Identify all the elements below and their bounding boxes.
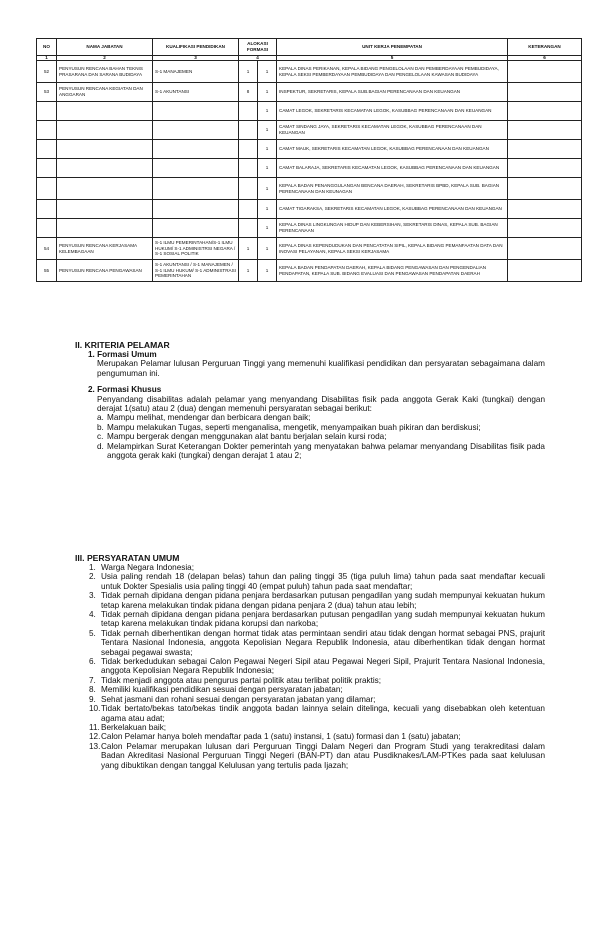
list-item <box>89 657 545 676</box>
formasi-umum-text: Merupakan Pelamar lulusan Perguruan Tinggi yang memenuhi kualifikasi pendidikan dan persyaratan sebagaimana dalam pengumuman ini. <box>97 359 545 378</box>
table-row <box>37 200 582 219</box>
cell-alokasi <box>239 219 258 238</box>
list-item-text: Warga Negara Indonesia; <box>101 563 194 572</box>
cell-nama-jabatan <box>57 219 153 238</box>
cell-alokasi-unit: 1 <box>258 219 277 238</box>
cell-unit-kerja: KEPALA DINAS LINGKUNGAN HIDUP DAN KEBERSIHAN, SEKRETARIS DINAS, KEPALA SUB. BAGIAN PERENCANAAN <box>277 219 508 238</box>
subsection-title: 1. Formasi Umum <box>88 350 157 359</box>
cell-unit-kerja: CAMAT LEGOK, SEKRETARIS KECAMATAN LEGOK, KASUBBAG PERENCANAAN DAN KEUANGAN <box>277 102 508 121</box>
list-marker: 7. <box>89 675 96 685</box>
list-item-text: Tidak bertato/bekas tato/bekas tindik anggota badan lainnya selain ditelinga, kecuali yang disebabkan oleh ketentuan agama atau adat; <box>101 704 545 723</box>
table-row <box>37 238 582 260</box>
cell-alokasi-unit: 1 <box>258 121 277 140</box>
formasi-table <box>36 38 582 282</box>
list-item-text: Mampu melihat, mendengar dan berbicara dengan baik; <box>107 413 311 423</box>
list-item-text: Tidak menjadi anggota atau pengurus partai politik atau terlibat politik praktis; <box>101 675 382 685</box>
header-keterangan: KETERANGAN <box>508 39 582 56</box>
cell-keterangan <box>508 200 582 219</box>
cell-nama-jabatan: PENYUSUN RENCANA KEGIATAN DAN ANGGARAN <box>57 83 153 102</box>
list-item-text: Tidak pernah dipidana dengan pidana penjara berdasarkan putusan pengadilan yang sudah mempunyai kekuatan hukum tetap karena melakukan tindak pidana korupsi dan narkoba; <box>101 610 545 629</box>
cell-alokasi <box>239 140 258 159</box>
list-item <box>89 563 545 572</box>
list-item <box>97 423 545 432</box>
formasi-khusus-list <box>97 413 545 460</box>
list-marker: b. <box>97 422 104 432</box>
list-item <box>89 695 545 704</box>
cell-keterangan <box>508 121 582 140</box>
cell-alokasi: 1 <box>239 61 258 83</box>
list-item <box>89 685 545 694</box>
cell-alokasi <box>239 121 258 140</box>
cell-keterangan <box>508 83 582 102</box>
header-no: NO <box>37 39 57 56</box>
list-marker: 6. <box>89 657 96 667</box>
cell-unit-kerja: KEPALA DINAS PERIKANAN, KEPALA BIDANG PENGELOLAAN DAN PEMBERDAYAAN PEMBUDIDAYA, KEPALA SEKSI PEMBERDAYAAN PEMBUDIDAYA DAN PENGELOLAAN KAWASAN BUDIDAYA <box>277 61 508 83</box>
cell-unit-kerja: CAMAT BALARAJA, SEKRETARIS KECAMATAN LEGOK, KASUBBAG PERENCANAAN DAN KEUANGAN <box>277 159 508 178</box>
list-marker: 3. <box>89 591 96 601</box>
cell-keterangan <box>508 260 582 282</box>
table-row <box>37 121 582 140</box>
list-item-text: Berkelakuan baik; <box>101 722 167 732</box>
cell-alokasi-unit: 1 <box>258 159 277 178</box>
list-item-text: Mampu bergerak dengan menggunakan alat bantu berjalan selain kursi roda; <box>107 432 387 442</box>
column-number: 6 <box>508 56 582 61</box>
table-row <box>37 102 582 121</box>
list-item <box>89 732 545 741</box>
table-header-row <box>37 39 582 56</box>
list-marker: a. <box>97 413 104 423</box>
cell-no <box>37 140 57 159</box>
cell-no <box>37 178 57 200</box>
table-row <box>37 159 582 178</box>
cell-kualifikasi <box>153 219 239 238</box>
cell-kualifikasi <box>153 121 239 140</box>
cell-kualifikasi: S-1 AKUNTANSI / S-1 MANAJEMEN / S-1 ILMU HUKUM/ S-1 ADMINISTRASI PEMERINTAHAN <box>153 260 239 282</box>
cell-keterangan <box>508 140 582 159</box>
list-marker: 5. <box>89 628 96 638</box>
cell-unit-kerja: CAMAT MAUK, SEKRETARIS KECAMATAN LEGOK, KASUBBAG PERENCANAAN DAN KEUANGAN <box>277 140 508 159</box>
cell-keterangan <box>508 61 582 83</box>
list-marker: 13. <box>89 741 101 751</box>
cell-unit-kerja: KEPALA BADAN PENANGGULANGAN BENCANA DAERAH, SEKRETARIS BPBD, KEPALA SUB. BAGIAN PERENCANAAN DAN KEUNAGAN <box>277 178 508 200</box>
cell-nama-jabatan <box>57 178 153 200</box>
list-item-text: Melampirkan Surat Keterangan Dokter pemerintah yang menyatakan bahwa pelamar menyandang Disabilitas fisik pada anggota gerak kaki (tungkai) dengan derajat 1 atau 2; <box>107 441 545 461</box>
list-item <box>97 432 545 441</box>
table-row <box>37 178 582 200</box>
list-item <box>89 610 545 629</box>
section-title: II. KRITERIA PELAMAR <box>75 340 170 350</box>
header-unit-kerja: UNIT KERJA PENEMPATAN <box>277 39 508 56</box>
column-number: 2 <box>57 56 153 61</box>
cell-no <box>37 102 57 121</box>
cell-alokasi-unit: 1 <box>258 238 277 260</box>
formasi-khusus-text: Penyandang disabilitas adalah pelamar yang menyandang Disabilitas fisik pada anggota Gerak Kaki (tungkai) dengan derajat 1(satu) atau 2 (dua) dengan memenuhi persyaratan sebagai berikut: <box>97 394 545 414</box>
list-marker: 9. <box>89 694 96 704</box>
list-item-text: Tidak pernah diberhentikan dengan hormat tidak atas permintaan sendiri atau tidak dengan hormat sebagai PNS, prajurit Tentara Nasional Indonesia, anggota Kepolisian Negara Republik Indonesia, atau diberhentikan tidak dengan hormat sebagai pegawai swasta; <box>101 628 545 657</box>
cell-no: 53 <box>37 83 57 102</box>
cell-unit-kerja: KEPALA DINAS KEPENDUDUKAN DAN PENCATATAN SIPIL, KEPALA BIDANG PEMANFAATAN DATA DAN INOVASI PELAYANAN, KEPALA SEKSI KERJASAMA <box>277 238 508 260</box>
list-item-text: Calon Pelamar hanya boleh mendaftar pada 1 (satu) instansi, 1 (satu) formasi dan 1 (satu) jabatan; <box>101 732 461 742</box>
cell-nama-jabatan <box>57 159 153 178</box>
list-item <box>89 742 545 770</box>
cell-kualifikasi <box>153 178 239 200</box>
list-marker: 4. <box>89 610 96 620</box>
cell-alokasi-unit: 1 <box>258 102 277 121</box>
list-item <box>89 704 545 723</box>
cell-kualifikasi: S-1 AKUNTANSI <box>153 83 239 102</box>
list-marker: 8. <box>89 685 96 695</box>
cell-unit-kerja: KEPALA BADAN PENDAPATAN DAERAH, KEPALA BIDANG PENGAWASAN DAN PENGENDALIAN PENDAPATAN, KEPALA SUB. BIDANG EVALUASI DAN PENGAWASAN PENDAPATAN DAERAH <box>277 260 508 282</box>
cell-keterangan <box>508 102 582 121</box>
cell-no <box>37 219 57 238</box>
section-persyaratan-umum <box>75 553 545 770</box>
cell-keterangan <box>508 219 582 238</box>
cell-nama-jabatan <box>57 102 153 121</box>
cell-kualifikasi <box>153 102 239 121</box>
cell-keterangan <box>508 178 582 200</box>
cell-kualifikasi: S-1 ILMU PEMERINTAHAN/S-1 ILMU HUKUM/ S-1 ADMINISTRSI NEGARA / S-1 SOSIAL POLITIK <box>153 238 239 260</box>
cell-no <box>37 121 57 140</box>
cell-kualifikasi: S-1 MANAJEMEN <box>153 61 239 83</box>
formasi-khusus <box>88 385 545 460</box>
cell-nama-jabatan <box>57 200 153 219</box>
cell-alokasi <box>239 200 258 219</box>
table-row <box>37 140 582 159</box>
table-row <box>37 83 582 102</box>
cell-alokasi-unit: 1 <box>258 178 277 200</box>
section-title: III. PERSYARATAN UMUM <box>75 553 180 563</box>
list-item-text: Memiliki kualifikasi pendidikan sesuai dengan persyaratan jabatan; <box>101 685 343 695</box>
table-row <box>37 260 582 282</box>
cell-alokasi-unit: 1 <box>258 260 277 282</box>
cell-nama-jabatan <box>57 121 153 140</box>
cell-nama-jabatan <box>57 140 153 159</box>
list-item-text: Tidak berkedudukan sebagai Calon Pegawai Negeri Sipil atau Pegawai Negeri Sipil, Prajurit Tentara Nasional Indonesia, anggota Kepolisian Negara Republik Indonesia; <box>101 657 545 676</box>
cell-no <box>37 200 57 219</box>
column-number: 1 <box>37 56 57 61</box>
cell-kualifikasi <box>153 140 239 159</box>
table-row <box>37 61 582 83</box>
list-item <box>97 413 545 422</box>
cell-nama-jabatan: PENYUSUN RENCANA PENGAWASAN <box>57 260 153 282</box>
column-number: 4 <box>239 56 277 61</box>
cell-alokasi: 8 <box>239 83 258 102</box>
list-marker: 10. <box>89 704 101 714</box>
cell-alokasi-unit: 1 <box>258 61 277 83</box>
column-number: 5 <box>277 56 508 61</box>
cell-alokasi-unit: 1 <box>258 140 277 159</box>
cell-no <box>37 159 57 178</box>
cell-unit-kerja: CAMAT TIGARAKSA, SEKRETARIS KECAMATAN LEGOK, KASUBBAG PERENCANAAN DAN KEUANGAN <box>277 200 508 219</box>
list-item-text: Mampu melakukan Tugas, seperti menganalisa, mengetik, menyampaikan buah pikiran dan berdiskusi; <box>107 422 481 432</box>
cell-kualifikasi <box>153 200 239 219</box>
cell-keterangan <box>508 159 582 178</box>
formasi-umum <box>88 350 545 378</box>
cell-alokasi <box>239 102 258 121</box>
cell-alokasi-unit: 1 <box>258 200 277 219</box>
subsection-title: 2. Formasi Khusus <box>88 385 162 395</box>
header-kualifikasi: KUALIFIKASI PENDIDIKAN <box>153 39 239 56</box>
cell-nama-jabatan: PENYUSUN RENCANA KERJASAMA KELEMBAGAAN <box>57 238 153 260</box>
cell-unit-kerja: INSPEKTUR, SEKRETARIS, KEPALA SUB.BAGIAN PERENCANAAN DAN KEUANGAN <box>277 83 508 102</box>
cell-alokasi: 1 <box>239 238 258 260</box>
list-item <box>89 591 545 610</box>
list-marker: d. <box>97 441 104 451</box>
list-marker: 12. <box>89 732 101 742</box>
cell-keterangan <box>508 238 582 260</box>
header-nama-jabatan: NAMA JABATAN <box>57 39 153 56</box>
list-item <box>89 676 545 685</box>
cell-kualifikasi <box>153 159 239 178</box>
cell-no: 54 <box>37 238 57 260</box>
header-alokasi: ALOKASI FORMASI <box>239 39 277 56</box>
column-number: 3 <box>153 56 239 61</box>
cell-no: 55 <box>37 260 57 282</box>
list-marker: 1. <box>89 563 96 572</box>
cell-alokasi <box>239 159 258 178</box>
list-item-text: Sehat jasmani dan rohani sesuai dengan persyaratan jabatan yang dilamar; <box>101 694 376 704</box>
cell-no: 52 <box>37 61 57 83</box>
cell-unit-kerja: CAMAT SINDANG JAYA, SEKRETARIS KECAMATAN LEGOK, KASUBBAG PERENCANAAN DAN KEUANGAN <box>277 121 508 140</box>
cell-alokasi: 1 <box>239 260 258 282</box>
list-item-text: Usia paling rendah 18 (delapan belas) tahun dan paling tinggi 35 (tiga puluh lima) tahun pada saat mendaftar kecuali untuk Dokter Spesialis usia paling tinggi 40 (empat puluh) tahun pada saat mendaftar; <box>101 572 545 591</box>
cell-alokasi-unit: 1 <box>258 83 277 102</box>
list-item <box>89 723 545 732</box>
list-marker: 11. <box>89 722 100 732</box>
persyaratan-list <box>89 563 545 770</box>
list-item <box>89 629 545 657</box>
section-kriteria-pelamar <box>75 340 545 460</box>
table-row <box>37 219 582 238</box>
list-marker: 2. <box>89 572 96 582</box>
list-marker: c. <box>97 432 104 442</box>
list-item <box>97 442 545 461</box>
cell-nama-jabatan: PENYUSUN RENCANA BAHAN TEKNIS PRASARANA DAN SARANA BUDIDAYA <box>57 61 153 83</box>
list-item-text: Tidak pernah dipidana dengan pidana penjara berdasarkan putusan pengadilan yang sudah mempunyai kekuatan hukum tetap karena melakukan tindak pidana dengan pidana penjara 2 (dua) tahun atau lebih; <box>101 591 545 610</box>
cell-alokasi <box>239 178 258 200</box>
list-item <box>89 572 545 591</box>
list-item-text: Calon Pelamar merupakan lulusan dari Perguruan Tinggi Dalam Negeri dan Program Studi yang terakreditasi dalam Badan Akreditasi Nasional Perguruan Tinggi Negeri (BAN-PT) dan atau Pusdiknakes/LAM-PTKes pada saat kelulusan yang dibuktikan dengan tanggal Kelulusan yang tertulis pada Ijazah; <box>101 741 545 770</box>
